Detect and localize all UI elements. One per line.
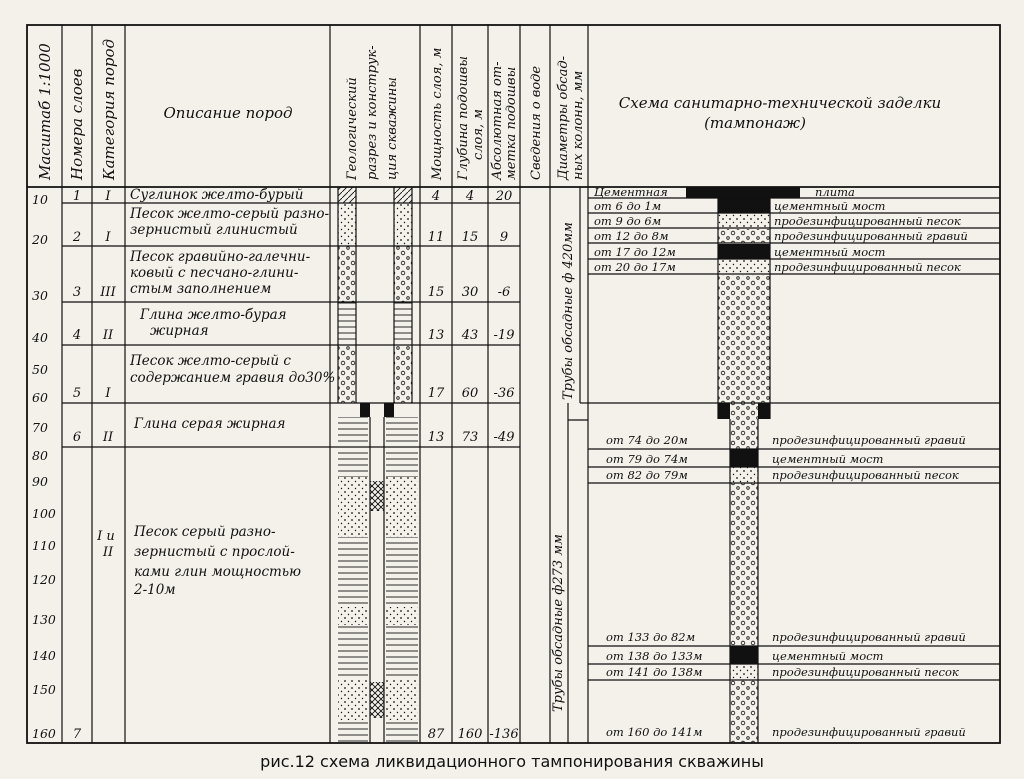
layer-desc: Песок серый разно- xyxy=(134,524,276,540)
layer-mark: -36 xyxy=(493,386,515,401)
layer-cat: I xyxy=(105,386,111,401)
header-geo-section-2: разрез и конструк- xyxy=(365,45,380,180)
layer-thick: 15 xyxy=(427,285,445,300)
layer-desc: Песок гравийно-галечни- xyxy=(130,249,311,265)
layer-cat-line: II xyxy=(102,545,114,560)
layer-no: 6 xyxy=(72,430,82,445)
layer-cat: II xyxy=(102,328,114,343)
layer-cat xyxy=(96,529,119,560)
header-diameters-1: Диаметры обсад- xyxy=(556,56,571,180)
header-scale: Масштаб 1:1000 xyxy=(36,43,54,180)
seal-range: от 17 до 12м xyxy=(594,245,676,259)
scale-tick: 40 xyxy=(32,330,48,345)
header-abs-mark-2: метка подошвы xyxy=(504,66,519,180)
layer-cat: I xyxy=(105,189,111,204)
seal-label: цементный мост xyxy=(772,452,884,466)
layer-cat: III xyxy=(100,285,116,300)
seal-range: от 9 до 6м xyxy=(594,214,662,228)
layer-thick: 87 xyxy=(427,727,445,742)
layer-depth: 15 xyxy=(461,230,479,245)
casing-upper-label: Трубы обсадные ф 420мм xyxy=(561,222,576,400)
seal-label: цементный мост xyxy=(774,245,886,259)
seal-label: продезинфицированный песок xyxy=(774,214,961,228)
seal-range: от 12 до 8м xyxy=(594,229,669,243)
layer-no: 4 xyxy=(72,328,82,343)
layer-desc: зернистый с прослой- xyxy=(134,544,295,560)
scale-tick: 70 xyxy=(32,420,48,435)
layer-desc: зернистый глинистый xyxy=(130,222,298,238)
header-category: Категория пород xyxy=(100,38,118,180)
seal-label: продезинфицированный гравий xyxy=(772,630,966,644)
seal-label: продезинфицированный песок xyxy=(772,665,959,679)
scale-tick: 50 xyxy=(32,362,48,377)
layer-desc: Суглинок желто-бурый xyxy=(130,187,304,203)
layer-thick: 17 xyxy=(427,386,445,401)
layer-desc: Глина серая жирная xyxy=(134,416,286,432)
layer-depth: 43 xyxy=(461,328,479,343)
scale-tick: 30 xyxy=(32,288,48,303)
casing-column xyxy=(551,187,588,743)
layer-mark: -49 xyxy=(493,430,515,445)
header-abs-mark-1: Абсолютная от- xyxy=(490,61,505,180)
sealing-scheme xyxy=(588,185,1000,743)
layer-depth: 160 xyxy=(457,727,483,742)
layer-depth: 4 xyxy=(465,189,475,204)
layer-thick: 11 xyxy=(427,230,445,245)
header-thickness: Мощность слоя, м xyxy=(430,47,445,180)
seal-range: от 6 до 1м xyxy=(594,199,662,213)
header-diameters-2: ных колонн, мм xyxy=(571,70,586,180)
layer-mark: -19 xyxy=(493,328,515,343)
figure-caption: рис.12 схема ликвидационного тампонирования скважины xyxy=(260,752,764,771)
seal-range: от 79 до 74м xyxy=(606,452,688,466)
scale-tick: 140 xyxy=(32,648,56,663)
layer-mark: 20 xyxy=(495,189,513,204)
header-description: Описание пород xyxy=(163,104,293,122)
seal-label: продезинфицированный гравий xyxy=(772,433,966,447)
layer-no: 3 xyxy=(72,285,82,300)
scale-tick: 60 xyxy=(32,390,48,405)
header-scheme-2: (тампонаж) xyxy=(704,114,806,132)
layer-desc: Песок желто-серый с xyxy=(130,353,291,369)
layer-desc: ковый с песчано-глини- xyxy=(130,265,299,281)
layer-thick: 13 xyxy=(427,430,445,445)
header-geo-section-1: Геологический xyxy=(345,77,360,180)
layer-mark: -136 xyxy=(489,727,519,742)
layer-no: 2 xyxy=(72,230,82,245)
seal-range: от 82 до 79м xyxy=(606,468,688,482)
layer-no: 7 xyxy=(72,727,82,742)
layer-desc: ками глин мощностью xyxy=(134,564,302,580)
layer-no: 5 xyxy=(72,386,82,401)
seal-range: от 20 до 17м xyxy=(594,260,676,274)
header-scheme-1: Схема санитарно-технической заделки xyxy=(618,94,942,112)
seal-range: от 160 до 141м xyxy=(606,725,703,739)
header-depth-2: слоя, м xyxy=(471,108,486,160)
scale-tick: 160 xyxy=(32,726,56,741)
header-water: Сведения о воде xyxy=(529,65,544,180)
header-layer-no: Номера слоев xyxy=(68,68,86,180)
seal-label: продезинфицированный песок xyxy=(774,260,961,274)
seal-label: продезинфицированный гравий xyxy=(772,725,966,739)
scale-tick: 100 xyxy=(32,506,56,521)
layer-depth: 60 xyxy=(461,386,479,401)
seal-range: Цементная xyxy=(594,185,668,199)
seal-label: цементный мост xyxy=(774,199,886,213)
layer-depth: 73 xyxy=(461,430,479,445)
scale-tick: 120 xyxy=(32,572,56,587)
layer-cat: II xyxy=(102,430,114,445)
layer-mark: -6 xyxy=(497,285,511,300)
layer-thick: 13 xyxy=(427,328,445,343)
scale-tick: 80 xyxy=(32,448,48,463)
seal-label: продезинфицированный гравий xyxy=(774,229,968,243)
layer-thick: 4 xyxy=(431,189,441,204)
layer-mark: 9 xyxy=(499,230,509,245)
seal-range: от 133 до 82м xyxy=(606,630,696,644)
scale-tick: 90 xyxy=(32,474,48,489)
layer-desc: стым заполнением xyxy=(130,281,272,297)
layer-depth: 30 xyxy=(461,285,479,300)
seal-range: от 138 до 133м xyxy=(606,649,703,663)
header-geo-section-3: ция скважины xyxy=(385,77,400,180)
seal-label: плита xyxy=(815,185,855,199)
header-depth-1: Глубина подошвы xyxy=(456,56,471,180)
layer-cat: I xyxy=(105,230,111,245)
scale-tick: 150 xyxy=(32,682,56,697)
seal-range: от 74 до 20м xyxy=(606,433,688,447)
layer-cat-line: I и xyxy=(97,529,115,544)
scale-ticks xyxy=(31,192,56,741)
layer-desc: Песок желто-серый разно- xyxy=(130,206,330,222)
layer-desc: 2-10м xyxy=(134,582,176,598)
seal-label: продезинфицированный песок xyxy=(772,468,959,482)
layer-desc: содержанием гравия до30% xyxy=(130,370,336,386)
scale-tick: 20 xyxy=(32,232,48,247)
layer-no: 1 xyxy=(72,189,82,204)
layer-desc: Глина желто-бурая xyxy=(140,307,287,323)
layer-desc: жирная xyxy=(150,323,209,339)
geological-column xyxy=(338,187,418,743)
casing-lower-label: Трубы обсадные ф273 мм xyxy=(551,534,566,712)
seal-label: цементный мост xyxy=(772,649,884,663)
scale-tick: 10 xyxy=(32,192,48,207)
scale-tick: 110 xyxy=(32,538,56,553)
scale-tick: 130 xyxy=(32,612,56,627)
seal-range: от 141 до 138м xyxy=(606,665,703,679)
layer-boundaries xyxy=(62,203,520,447)
